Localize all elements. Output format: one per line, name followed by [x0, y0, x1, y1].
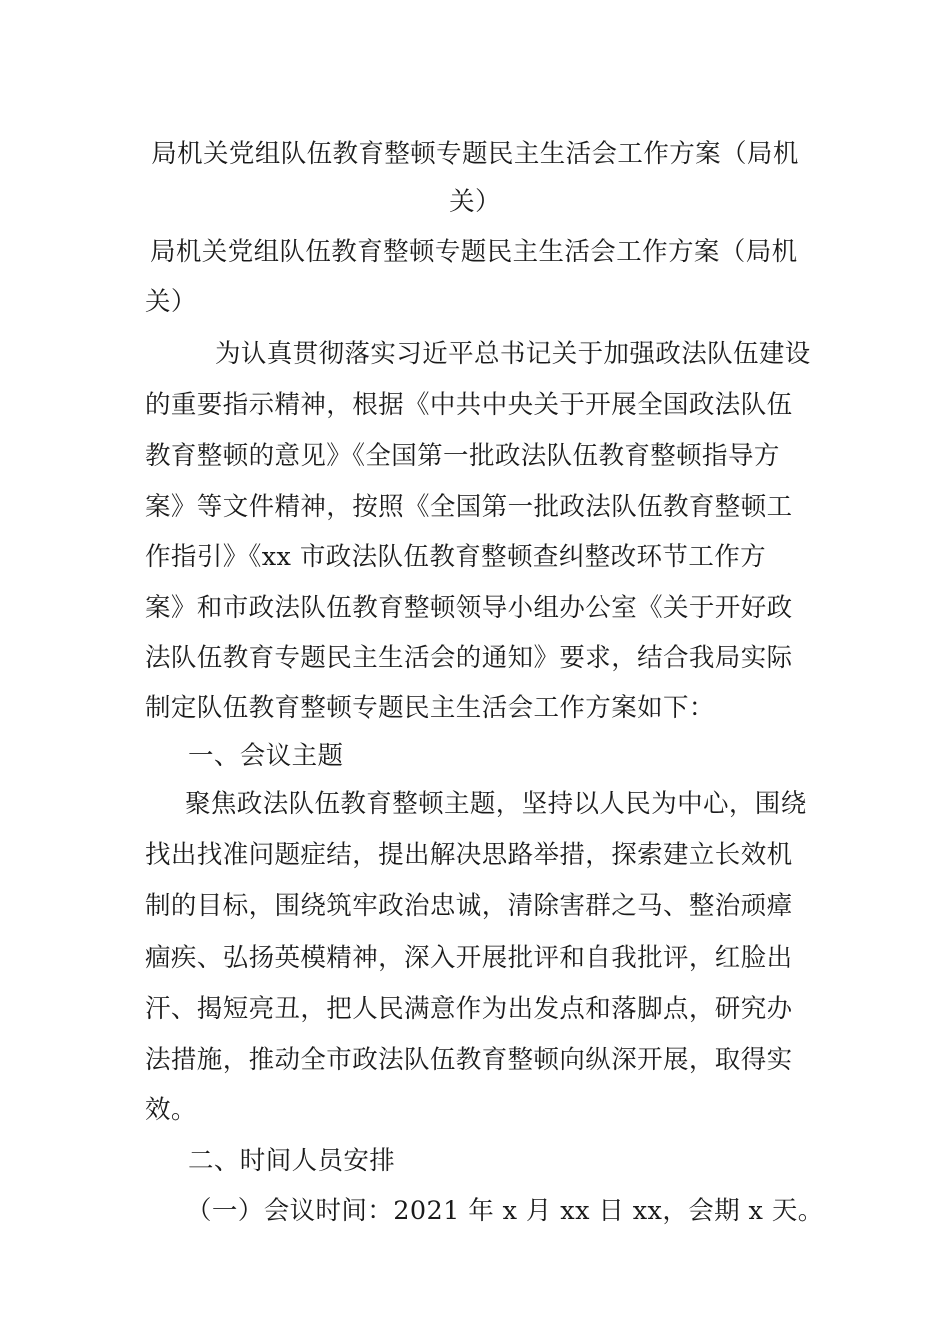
section-2-item-1: （一）会议时间：2021 年 x 月 xx 日 xx，会期 x 天。: [186, 1196, 824, 1226]
section-1-paragraph-line: 制的目标，围绕筑牢政治忠诚，清除害群之马、整治顽瘴: [145, 891, 793, 921]
intro-paragraph-line: 案》等文件精神，按照《全国第一批政法队伍教育整顿工: [145, 492, 793, 522]
intro-paragraph-line: 的重要指示精神，根据《中共中央关于开展全国政法队伍: [145, 390, 793, 420]
intro-paragraph-line: 教育整顿的意见》《全国第一批政法队伍教育整顿指导方: [145, 441, 780, 471]
section-2-heading: 二、时间人员安排: [188, 1146, 396, 1176]
section-1-paragraph-line: 汗、揭短亮丑，把人民满意作为出发点和落脚点，研究办: [145, 994, 793, 1024]
section-1-paragraph-line: 法措施，推动全市政法队伍教育整顿向纵深开展，取得实: [145, 1045, 793, 1075]
document-title-line-2: 关）: [449, 187, 501, 217]
section-1-paragraph-line: 痼疾、弘扬英模精神，深入开展批评和自我批评，红脸出: [145, 943, 793, 973]
intro-paragraph-line: 为认真贯彻落实习近平总书记关于加强政法队伍建设: [215, 339, 811, 369]
intro-paragraph-line: 案》和市政法队伍教育整顿领导小组办公室《关于开好政: [145, 593, 793, 623]
section-1-heading: 一、会议主题: [188, 741, 344, 771]
document-subtitle-line-1: 局机关党组队伍教育整顿专题民主生活会工作方案（局机: [150, 237, 798, 267]
section-1-paragraph-line: 效。: [145, 1095, 197, 1125]
intro-paragraph-line: 作指引》《xx 市政法队伍教育整顿查纠整改环节工作方: [145, 542, 767, 572]
document-subtitle-line-2: 关）: [145, 287, 197, 317]
section-1-paragraph-line: 找出找准问题症结，提出解决思路举措，探索建立长效机: [145, 840, 793, 870]
intro-paragraph-line: 法队伍教育专题民主生活会的通知》要求，结合我局实际: [145, 643, 793, 673]
document-title-line-1: 局机关党组队伍教育整顿专题民主生活会工作方案（局机: [151, 139, 799, 169]
intro-paragraph-line: 制定队伍教育整顿专题民主生活会工作方案如下：: [145, 693, 715, 723]
section-1-paragraph-line: 聚焦政法队伍教育整顿主题，坚持以人民为中心，围绕: [185, 789, 807, 819]
